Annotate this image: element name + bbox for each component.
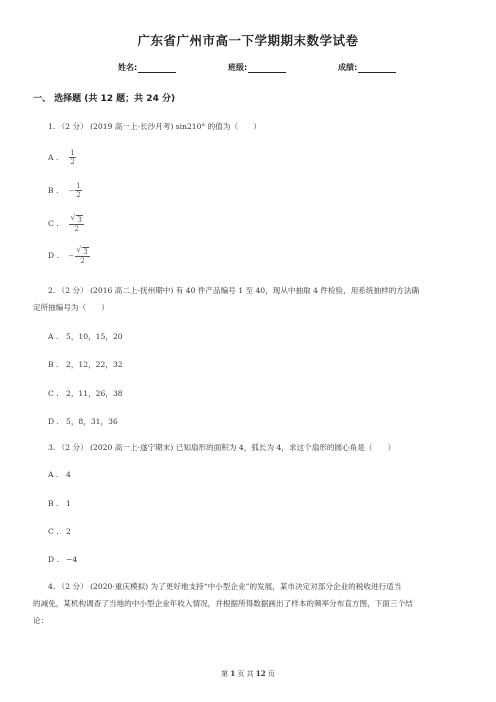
question-2-stem-line1: 2. （2 分） (2016 高二上·抚州期中) 有 40 件产品编号 1 至 40，现从中抽取 4 件检验，用系统抽样的方法确 bbox=[48, 286, 420, 295]
student-info-row bbox=[0, 62, 496, 76]
q3-option-b: B . 1 bbox=[48, 499, 71, 508]
question-4-stem-line2: 的减免，某机构调查了当地的中小型企业年收入情况，并根据所得数据画出了样本的频率分布直方图，下面三个结 bbox=[33, 599, 413, 608]
name-blank bbox=[138, 63, 176, 73]
q2-option-c: C . 2，11，26，38 bbox=[48, 389, 123, 398]
q1-option-d: D . − √ 3 2 bbox=[48, 245, 88, 265]
q2-option-d: D . 5，8，31，36 bbox=[48, 417, 118, 426]
score-field: 成绩: bbox=[338, 62, 396, 73]
question-4-stem-line1: 4. （2 分） (2020·重庆模拟) 为了更好地支持“中小型企业”的发展，某市决定对部分企业的税收进行适当 bbox=[48, 582, 402, 591]
fraction: $\frac{1}{2}$ bbox=[70, 149, 75, 166]
q2-option-b: B . 2，12，22，32 bbox=[48, 360, 123, 369]
q1-option-a: A . $\frac{1}{2}$ bbox=[48, 149, 75, 166]
q2-option-a: A . 5，10，15，20 bbox=[48, 332, 123, 341]
q3-option-a: A . 4 bbox=[48, 470, 71, 479]
sqrt-icon: √ 3 bbox=[70, 213, 82, 224]
class-field: 班级: bbox=[228, 62, 286, 73]
question-1-stem: 1. （2 分） (2019 高一上·长沙月考) sin210° 的值为（ ） bbox=[48, 122, 261, 131]
score-blank bbox=[358, 63, 396, 73]
fraction: √ 3 2 bbox=[70, 213, 82, 233]
sqrt-icon: √ 3 bbox=[76, 245, 88, 256]
page-footer: 第 1 页 共 12 页 bbox=[221, 669, 275, 678]
total-pages: 12 bbox=[255, 669, 266, 678]
name-field: 姓名: bbox=[118, 62, 176, 73]
current-page-number: 1 bbox=[230, 669, 236, 678]
section-heading: 一、 选择题 (共 12 题；共 24 分) bbox=[33, 94, 176, 104]
question-2-stem-line2: 定所抽编号为（ ） bbox=[33, 303, 109, 312]
fraction: √ 3 2 bbox=[76, 245, 88, 265]
fraction: $\frac{1}{2}$ bbox=[76, 182, 81, 199]
question-3-stem: 3. （2 分） (2020 高一上·遂宁期末) 已知扇形的面积为 4，弧长为 4，求这个扇形的圆心角是（ ） bbox=[48, 443, 396, 452]
q3-option-c: C . 2 bbox=[48, 527, 71, 536]
q1-option-c: C . √ 3 2 bbox=[48, 213, 82, 233]
page-title: 广东省广州市高一下学期期末数学试卷 bbox=[137, 33, 359, 48]
question-4-stem-line3: 论： bbox=[33, 616, 49, 625]
q1-option-b: B . − $\frac{1}{2}$ bbox=[48, 182, 81, 199]
q3-option-d: D . −4 bbox=[48, 555, 78, 564]
class-blank bbox=[248, 63, 286, 73]
